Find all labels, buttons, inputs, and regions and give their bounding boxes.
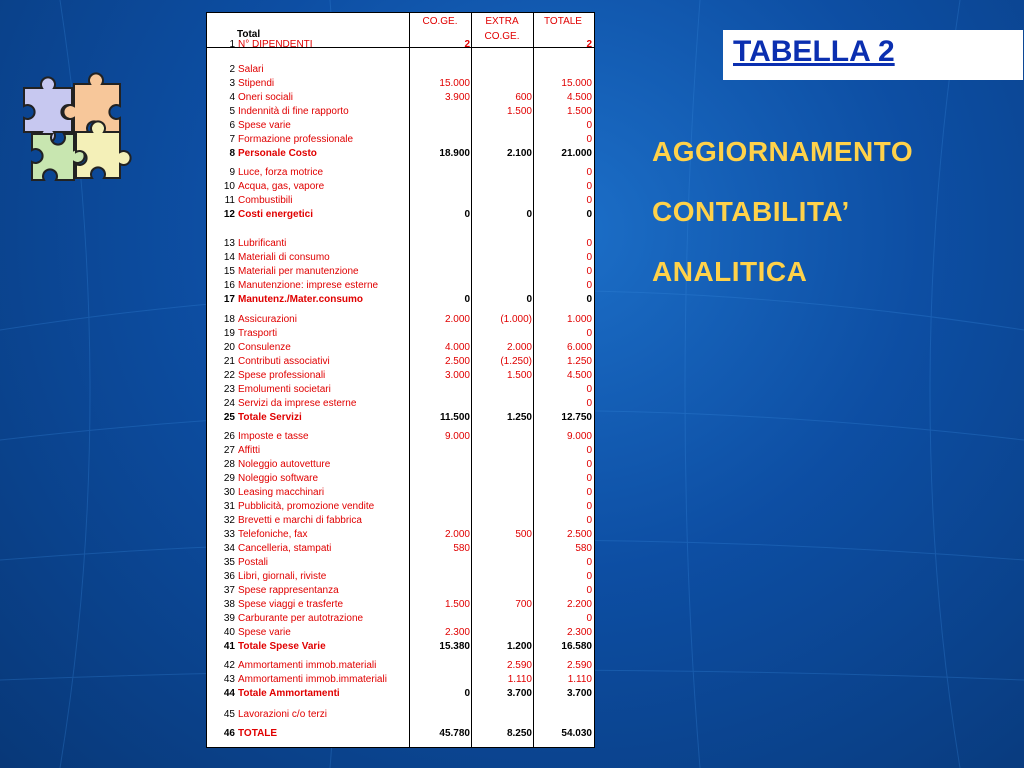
col-header-totale: TOTALE [544,16,582,27]
row-label: Leasing macchinari [238,487,325,498]
row-number: 24 [223,398,235,409]
cell-totale: 21.000 [561,148,592,159]
row-number: 26 [223,431,235,442]
row-number: 23 [223,384,235,395]
cell-extra-coge: 1.500 [506,370,532,381]
table-row [207,341,594,355]
row-number: 34 [223,543,235,554]
table-row [207,327,594,341]
cell-totale: 0 [586,487,592,498]
cell-coge: 0 [464,294,470,305]
cell-extra-coge: 2.100 [506,148,532,159]
row-number: 38 [223,599,235,610]
row-label: Assicurazioni [238,314,297,325]
table-row [207,166,594,180]
row-number: 12 [223,209,235,220]
table-row [207,659,594,673]
cell-totale: 15.000 [561,78,592,89]
cell-coge: 2.000 [444,529,470,540]
cell-totale: 1.250 [566,356,592,367]
table-row [207,313,594,327]
cell-totale: 0 [586,252,592,263]
row-label: Materiali di consumo [238,252,330,263]
row-label: Spese viaggi e trasferte [238,599,344,610]
cell-totale: 2 [586,39,592,50]
row-label: Imposte e tasse [238,431,309,442]
cell-totale: 0 [586,585,592,596]
table-row [207,458,594,472]
table-row [207,397,594,411]
cell-coge: 2.300 [444,627,470,638]
cell-totale: 0 [586,501,592,512]
table-row [207,687,594,701]
row-number: 37 [223,585,235,596]
cell-totale: 0 [586,459,592,470]
row-number: 29 [223,473,235,484]
row-label: Spese professionali [238,370,326,381]
cell-totale: 0 [586,195,592,206]
cell-totale: 1.500 [566,106,592,117]
row-label: Acqua, gas, vapore [238,181,325,192]
row-label: Manutenz./Mater.consumo [238,294,364,305]
row-label: Spese varie [238,627,291,638]
row-label: Formazione professionale [238,134,354,145]
table-row [207,727,594,741]
table-row [207,38,594,52]
row-label: Totale Spese Varie [238,641,326,652]
cell-totale: 0 [586,445,592,456]
table-row [207,556,594,570]
row-label: Noleggio software [238,473,319,484]
row-label: Cancelleria, stampati [238,543,332,554]
cell-totale: 9.000 [566,431,592,442]
cell-coge: 18.900 [439,148,470,159]
row-number: 11 [224,195,235,206]
slide-title: TABELLA 2 [733,35,895,68]
cell-extra-coge: 500 [515,529,532,540]
cell-totale: 3.700 [566,688,592,699]
cell-totale: 4.500 [566,370,592,381]
table-row [207,626,594,640]
row-number: 28 [223,459,235,470]
cell-coge: 15.000 [439,78,470,89]
cell-totale: 0 [586,398,592,409]
cell-extra-coge: 1.200 [506,641,532,652]
row-number: 5 [229,106,235,117]
table-row [207,640,594,654]
cell-totale: 0 [586,557,592,568]
cell-coge: 15.380 [439,641,470,652]
cell-extra-coge: 700 [515,599,532,610]
row-label: Postali [238,557,269,568]
row-number: 8 [229,148,235,159]
row-label: Ammortamenti immob.immateriali [238,674,387,685]
table-row [207,279,594,293]
table-row [207,194,594,208]
row-number: 30 [223,487,235,498]
col-header-extra-coge: EXTRA CO.GE. [484,16,520,42]
cell-totale: 6.000 [566,342,592,353]
cell-extra-coge: 600 [515,92,532,103]
row-label: Consulenze [238,342,291,353]
cell-coge: 1.500 [444,599,470,610]
row-label: Telefoniche, fax [238,529,308,540]
table-row [207,119,594,133]
row-number: 41 [223,641,235,652]
row-label: Affitti [238,445,261,456]
row-label: Manutenzione: imprese esterne [238,280,379,291]
table-row [207,133,594,147]
cell-extra-coge: 0 [526,209,532,220]
row-label: Totale Servizi [238,412,302,423]
cell-coge: 3.900 [444,92,470,103]
cost-table [206,12,595,748]
row-label: Costi energetici [238,209,314,220]
row-label: Indennità di fine rapporto [238,106,349,117]
table-row [207,570,594,584]
row-number: 9 [229,167,235,178]
row-label: Combustibili [238,195,293,206]
row-label: Lubrificanti [238,238,287,249]
row-number: 40 [223,627,235,638]
cell-extra-coge: (1.000) [500,314,532,325]
cell-totale: 0 [586,134,592,145]
row-number: 10 [223,181,235,192]
row-label: Ammortamenti immob.materiali [238,660,377,671]
row-number: 20 [223,342,235,353]
table-row [207,63,594,77]
row-number: 33 [223,529,235,540]
cell-totale: 0 [586,209,592,220]
row-number: 17 [223,294,235,305]
cell-extra-coge: 0 [526,294,532,305]
table-row [207,444,594,458]
cell-totale: 12.750 [561,412,592,423]
cell-extra-coge: 2.000 [506,342,532,353]
row-number: 25 [223,412,235,423]
table-row [207,383,594,397]
row-number: 43 [223,674,235,685]
row-label: Brevetti e marchi di fabbrica [238,515,362,526]
row-number: 18 [223,314,235,325]
cell-totale: 580 [575,543,592,554]
cell-totale: 0 [586,473,592,484]
table-row [207,430,594,444]
cell-totale: 1.000 [566,314,592,325]
cell-totale: 0 [586,328,592,339]
row-number: 6 [229,120,235,131]
cell-coge: 45.780 [439,728,470,739]
row-number: 27 [223,445,235,456]
row-label: Noleggio autovetture [238,459,331,470]
cell-totale: 0 [586,181,592,192]
row-number: 13 [223,238,235,249]
cell-totale: 2.590 [566,660,592,671]
row-label: Carburante per autotrazione [238,613,364,624]
cell-totale: 0 [586,384,592,395]
table-row [207,208,594,222]
subtitle-line-2: CONTABILITA’ [652,196,850,227]
table-row [207,612,594,626]
table-row [207,251,594,265]
row-label: Emolumenti societari [238,384,331,395]
table-row [207,147,594,161]
row-label: Spese rappresentanza [238,585,339,596]
cell-coge: 11.500 [439,412,470,423]
table-row [207,355,594,369]
row-number: 35 [223,557,235,568]
row-number: 32 [223,515,235,526]
row-label: Servizi da imprese esterne [238,398,357,409]
row-label: Pubblicità, promozione vendite [238,501,375,512]
cell-totale: 0 [586,613,592,624]
cell-extra-coge: 2.590 [506,660,532,671]
cell-totale: 0 [586,515,592,526]
table-row [207,486,594,500]
row-number: 22 [223,370,235,381]
cell-totale: 0 [586,120,592,131]
row-number: 39 [223,613,235,624]
cell-totale: 16.580 [561,641,592,652]
row-number: 19 [223,328,235,339]
table-row [207,528,594,542]
cell-totale: 0 [586,294,592,305]
cell-coge: 2 [464,39,470,50]
row-label: Oneri sociali [238,92,294,103]
row-number: 1 [229,39,235,50]
row-label: Libri, giornali, riviste [238,571,327,582]
table-row [207,673,594,687]
row-label: TOTALE [238,728,278,739]
cell-totale: 0 [586,280,592,291]
cell-extra-coge: 1.110 [507,674,532,685]
cell-totale: 1.110 [567,674,592,685]
puzzle-pieces-icon [18,66,136,192]
cell-totale: 4.500 [566,92,592,103]
col-header-coge: CO.GE. [422,16,458,27]
cell-coge: 2.000 [444,314,470,325]
table-row [207,542,594,556]
row-number: 4 [229,92,235,103]
cell-coge: 580 [453,543,470,554]
row-label: Contributi associativi [238,356,330,367]
table-row [207,77,594,91]
subtitle-line-1: AGGIORNAMENTO [652,136,914,167]
row-number: 2 [229,64,235,75]
row-label: N° DIPENDENTI [238,39,313,50]
table-row [207,180,594,194]
table-row [207,91,594,105]
cell-coge: 9.000 [444,431,470,442]
row-number: 3 [229,78,235,89]
row-label: Salari [238,64,264,75]
cell-totale: 2.500 [566,529,592,540]
row-number: 16 [223,280,235,291]
table-row [207,369,594,383]
row-label: Totale Ammortamenti [238,688,340,699]
row-number: 44 [223,688,235,699]
row-number: 42 [223,660,235,671]
row-number: 15 [223,266,235,277]
table-row [207,265,594,279]
cell-extra-coge: (1.250) [500,356,532,367]
cell-coge: 0 [464,688,470,699]
table-row [207,708,594,722]
cell-totale: 54.030 [561,728,592,739]
row-label: Materiali per manutenzione [238,266,359,277]
row-number: 36 [223,571,235,582]
row-number: 7 [229,134,235,145]
row-number: 21 [223,356,235,367]
table-row [207,237,594,251]
cell-coge: 3.000 [444,370,470,381]
cell-totale: 2.300 [566,627,592,638]
cell-extra-coge: 8.250 [506,728,532,739]
row-number: 14 [223,252,235,263]
row-label: Personale Costo [238,148,317,159]
cell-coge: 2.500 [444,356,470,367]
cell-totale: 0 [586,266,592,277]
cell-totale: 0 [586,571,592,582]
table-row [207,411,594,425]
row-number: 46 [223,728,235,739]
row-number: 31 [223,501,235,512]
subtitle-line-3: ANALITICA [652,256,808,287]
cell-extra-coge: 3.700 [506,688,532,699]
table-row [207,584,594,598]
cell-coge: 0 [464,209,470,220]
table-corner-label: Total [237,29,261,40]
cell-totale: 0 [586,167,592,178]
cell-coge: 4.000 [444,342,470,353]
row-number: 45 [223,709,235,720]
cell-extra-coge: 1.250 [506,412,532,423]
table-row [207,472,594,486]
row-label: Stipendi [238,78,275,89]
table-row [207,514,594,528]
cell-totale: 2.200 [566,599,592,610]
table-row [207,105,594,119]
table-row [207,293,594,307]
row-label: Lavorazioni c/o terzi [238,709,327,720]
row-label: Luce, forza motrice [238,167,324,178]
table-row [207,598,594,612]
cell-totale: 0 [586,238,592,249]
row-label: Spese varie [238,120,291,131]
row-label: Trasporti [238,328,278,339]
table-row [207,500,594,514]
cell-extra-coge: 1.500 [506,106,532,117]
